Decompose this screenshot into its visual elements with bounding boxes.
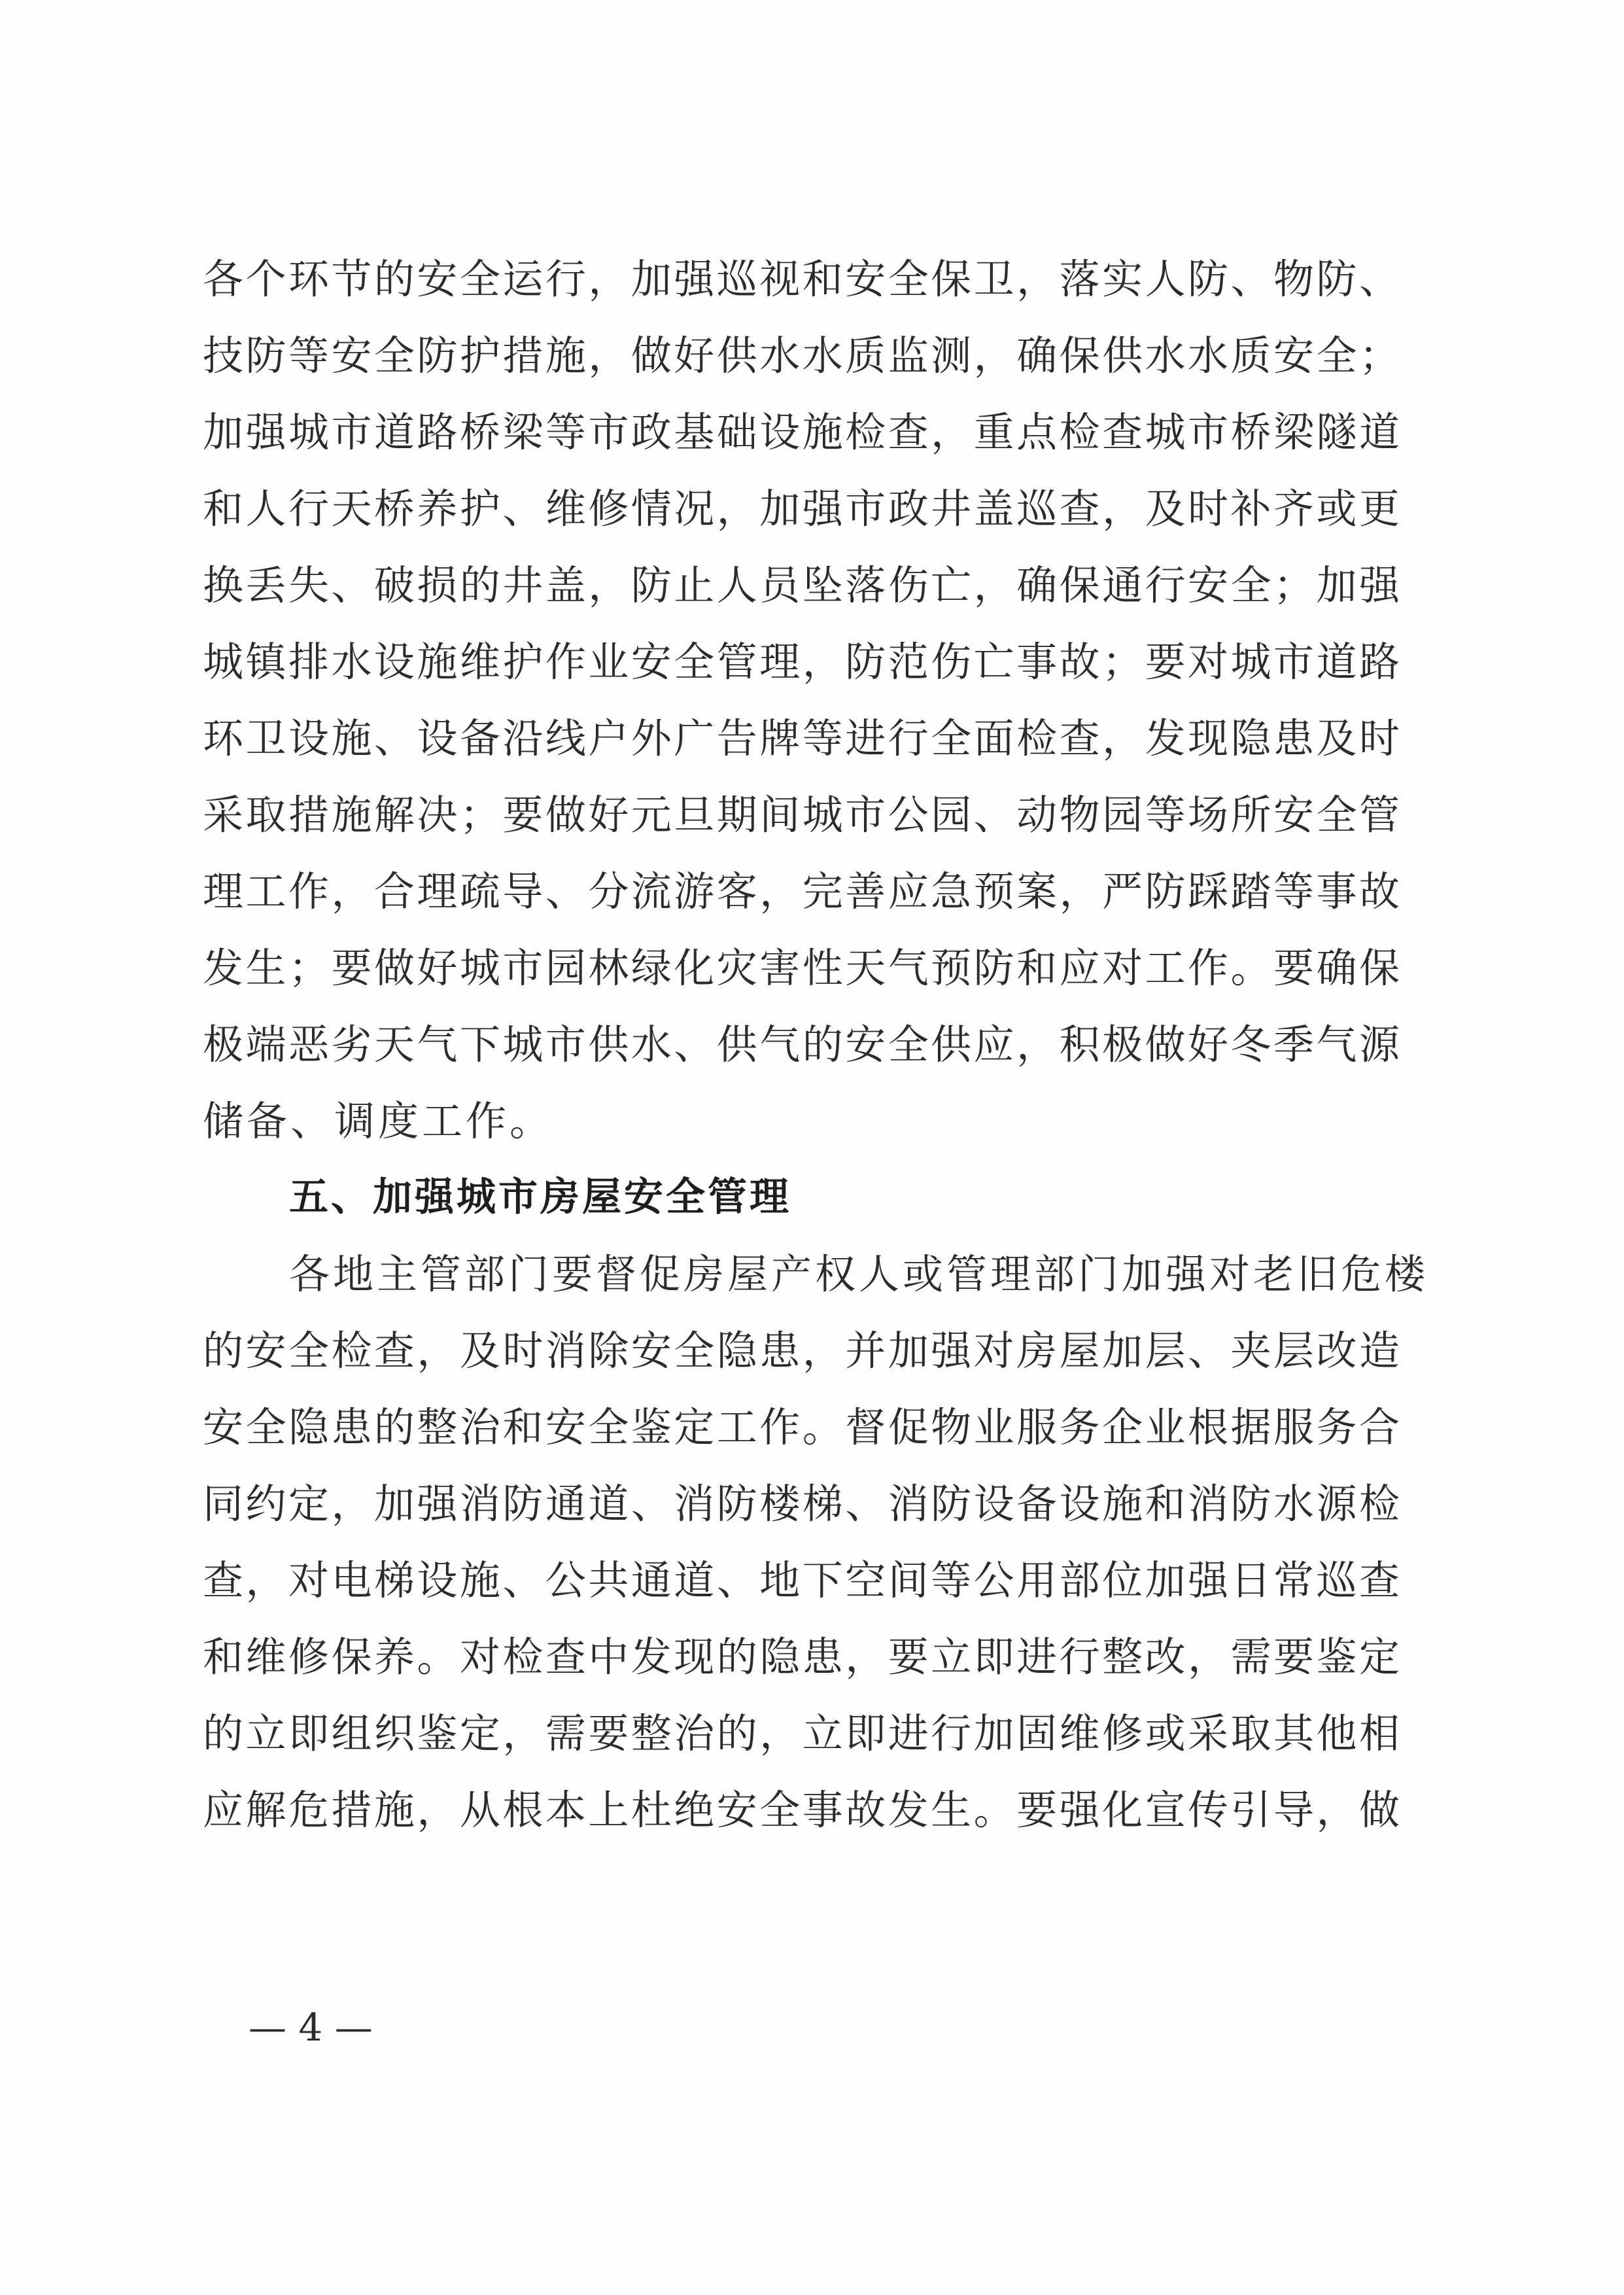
text-line: 安全隐患的整治和安全鉴定工作。督促物业服务企业根据服务合 <box>203 1403 1400 1451</box>
text-line: 采取措施解决；要做好元旦期间城市公园、动物园等场所安全管 <box>203 791 1400 839</box>
text-line: 各个环节的安全运行，加强巡视和安全保卫，落实人防、物防、 <box>203 255 1400 303</box>
body-text <box>203 241 1429 1848</box>
text-line: 查，对电梯设施、公共通道、地下空间等公用部位加强日常巡查 <box>203 1556 1400 1604</box>
text-line: 同约定，加强消防通道、消防楼梯、消防设备设施和消防水源检 <box>203 1480 1400 1528</box>
text-line: 换丢失、破损的井盖，防止人员坠落伤亡，确保通行安全；加强 <box>203 561 1400 609</box>
page-number: — 4 — <box>249 2005 373 2050</box>
text-line: 储备、调度工作。 <box>203 1097 554 1145</box>
paragraph-first-line: 各地主管部门要督促房屋产权人或管理部门加强对老旧危楼 <box>289 1250 1429 1298</box>
text-line: 应解危措施，从根本上杜绝安全事故发生。要强化宣传引导，做 <box>203 1786 1400 1834</box>
text-line: 的安全检查，及时消除安全隐患，并加强对房屋加层、夹层改造 <box>203 1327 1400 1375</box>
text-line: 理工作，合理疏导、分流游客，完善应急预案，严防踩踏等事故 <box>203 867 1400 915</box>
text-line: 极端恶劣天气下城市供水、供气的安全供应，积极做好冬季气源 <box>203 1021 1400 1068</box>
text-line: 的立即组织鉴定，需要整治的，立即进行加固维修或采取其他相 <box>203 1709 1400 1757</box>
text-line: 技防等安全防护措施，做好供水水质监测，确保供水水质安全； <box>203 332 1400 379</box>
text-line: 发生；要做好城市园林绿化灾害性天气预防和应对工作。要确保 <box>203 944 1400 992</box>
text-line: 和人行天桥养护、维修情况，加强市政井盖巡查，及时补齐或更 <box>203 485 1400 533</box>
section-heading: 五、加强城市房屋安全管理 <box>289 1174 791 1220</box>
text-line: 和维修保养。对检查中发现的隐患，要立即进行整改，需要鉴定 <box>203 1633 1400 1681</box>
text-line: 城镇排水设施维护作业安全管理，防范伤亡事故；要对城市道路 <box>203 638 1400 686</box>
text-line: 环卫设施、设备沿线户外广告牌等进行全面检查，发现隐患及时 <box>203 714 1400 762</box>
text-line: 加强城市道路桥梁等市政基础设施检查，重点检查城市桥梁隧道 <box>203 408 1400 456</box>
